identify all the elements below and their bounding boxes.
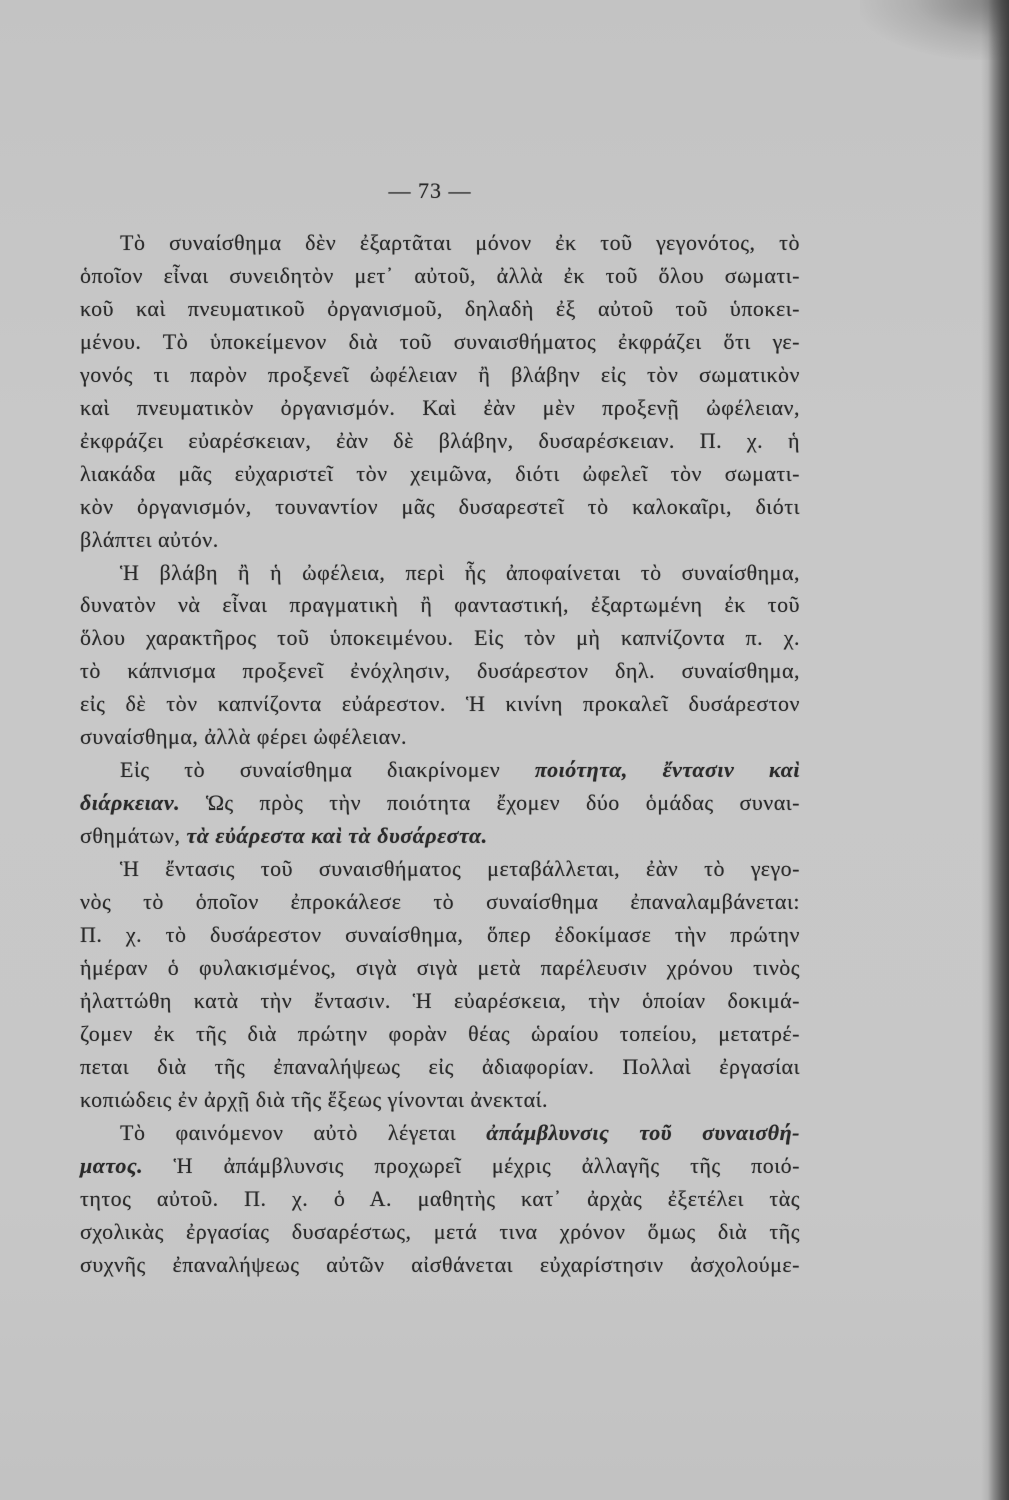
text-line: τὸ κάπνισμα προξενεῖ ἐνόχλησιν, δυσάρεστον δηλ. συναίσθημα, xyxy=(80,658,800,683)
text-line: μένου. Τὸ ὑποκείμενον διὰ τοῦ συναισθήματος ἐκφράζει ὅτι γε- xyxy=(80,329,800,354)
text-line xyxy=(120,753,800,786)
text-line: ἐκφράζει εὐαρέσκειαν, ἐὰν δὲ βλάβην, δυσαρέσκειαν. Π. χ. ἡ xyxy=(80,428,800,453)
page-edge-shadow xyxy=(981,0,1009,1500)
text-line: Ἡ βλάβη ἢ ἡ ὠφέλεια, περὶ ἧς ἀποφαίνεται τὸ συναίσθημα, xyxy=(120,560,800,585)
text-line xyxy=(80,819,800,852)
line-text: Ὡς πρὸς τὴν ποιότητα ἔχομεν δύο ὁμάδας συναι- xyxy=(180,790,800,815)
emphasis-text: ἀπάμβλυνσις τοῦ συναισθή- xyxy=(486,1120,800,1145)
text-line: ἡμέραν ὁ φυλακισμένος, σιγὰ σιγὰ μετὰ παρέλευσιν χρόνου τινὸς xyxy=(80,955,800,980)
text-line: Π. χ. τὸ δυσάρεστον συναίσθημα, ὅπερ ἐδοκίμασε τὴν πρώτην xyxy=(80,922,800,947)
page-number: — 73 — xyxy=(388,178,472,203)
text-line: συχνῆς ἐπαναλήψεως αὐτῶν αἰσθάνεται εὐχαρίστησιν ἀσχολούμε- xyxy=(80,1252,800,1277)
text-line: ὁποῖον εἶναι συνειδητὸν μετ᾿ αὐτοῦ, ἀλλὰ ἐκ τοῦ ὅλου σωματι- xyxy=(80,263,800,288)
text-line: ζομεν ἐκ τῆς διὰ πρώτην φορὰν θέας ὡραίου τοπείου, μετατρέ- xyxy=(80,1021,800,1046)
text-line: κοῦ καὶ πνευματικοῦ ὀργανισμοῦ, δηλαδὴ ἐξ αὐτοῦ τοῦ ὑποκει- xyxy=(80,296,800,321)
line-text: Εἰς τὸ συναίσθημα διακρίνομεν xyxy=(120,757,535,782)
text-line: γονός τι παρὸν προξενεῖ ὠφέλειαν ἢ βλάβην εἰς τὸν σωματικὸν xyxy=(80,362,800,387)
line-text: Τὸ φαινόμενον αὐτὸ λέγεται xyxy=(120,1120,487,1145)
text-line xyxy=(80,786,800,819)
text-line: Τὸ συναίσθημα δὲν ἐξαρτᾶται μόνον ἐκ τοῦ γεγονότος, τὸ xyxy=(120,230,800,255)
text-line: συναίσθημα, ἀλλὰ φέρει ὠφέλειαν. xyxy=(80,724,408,749)
text-line: Ἡ ἔντασις τοῦ συναισθήματος μεταβάλλεται, ἐὰν τὸ γεγο- xyxy=(120,856,800,881)
text-line: βλάπτει αὐτόν. xyxy=(80,527,219,552)
emphasis-text: διάρκειαν. xyxy=(80,790,181,815)
line-text: Ἡ ἀπάμβλυνσις προχωρεῖ μέχρις ἀλλαγῆς τῆς ποιό- xyxy=(143,1153,800,1178)
text-line: εἰς δὲ τὸν καπνίζοντα εὐάρεστον. Ἡ κινίνη προκαλεῖ δυσάρεστον xyxy=(80,691,800,716)
text-line: σχολικὰς ἐργασίας δυσαρέστως, μετά τινα χρόνον ὅμως διὰ τῆς xyxy=(80,1219,800,1244)
text-line: λιακάδα μᾶς εὐχαριστεῖ τὸν χειμῶνα, διότι ὠφελεῖ τὸν σωματι- xyxy=(80,461,800,486)
text-line: κοπιώδεις ἐν ἀρχῇ διὰ τῆς ἕξεως γίνονται ἀνεκταί. xyxy=(80,1087,549,1112)
text-line: ὅλου χαρακτῆρος τοῦ ὑποκειμένου. Εἰς τὸν μὴ καπνίζοντα π. χ. xyxy=(80,625,800,650)
text-line xyxy=(120,1116,800,1149)
text-line: καὶ πνευματικὸν ὀργανισμόν. Καὶ ἐὰν μὲν προξενῇ ὠφέλειαν, xyxy=(80,395,800,420)
text-line: νὸς τὸ ὁποῖον ἐπροκάλεσε τὸ συναίσθημα ἐπαναλαμβάνεται: xyxy=(80,889,800,914)
text-line: πεται διὰ τῆς ἐπαναλήψεως εἰς ἀδιαφορίαν. Πολλαὶ ἐργασίαι xyxy=(80,1054,800,1079)
emphasis-text: ματος. xyxy=(80,1153,144,1178)
text-line: δυνατὸν νὰ εἶναι πραγματικὴ ἢ φανταστική, ἐξαρτωμένη ἐκ τοῦ xyxy=(80,592,800,617)
corner-shadow xyxy=(860,0,1009,60)
text-line xyxy=(80,1149,800,1182)
text-line: κὸν ὀργανισμόν, τουναντίον μᾶς δυσαρεστεῖ τὸ καλοκαῖρι, διότι xyxy=(80,494,800,519)
text-line: ἠλαττώθη κατὰ τὴν ἔντασιν. Ἡ εὐαρέσκεια, τὴν ὁποίαν δοκιμά- xyxy=(80,988,800,1013)
emphasis-text: τὰ εὐάρεστα καὶ τὰ δυσάρεστα. xyxy=(186,823,488,848)
emphasis-text: ποιότητα, ἔντασιν καὶ xyxy=(534,757,800,782)
line-text: σθημάτων, xyxy=(80,823,187,848)
text-line: τητος αὐτοῦ. Π. χ. ὁ Α. μαθητὴς κατ᾿ ἀρχὰς ἐξετέλει τὰς xyxy=(80,1186,800,1211)
